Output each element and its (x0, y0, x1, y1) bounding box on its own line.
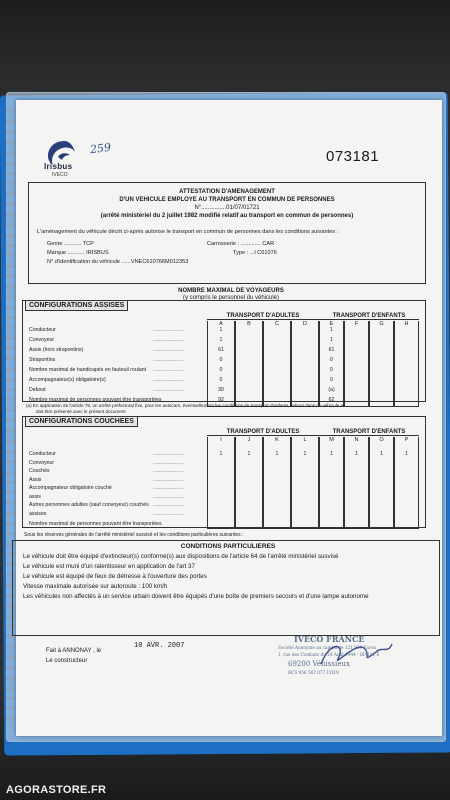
cell-e: 1 (330, 337, 333, 343)
conditions-panel (12, 540, 440, 636)
cell-a: 1 (219, 337, 223, 343)
cell-a: 0 (219, 367, 223, 373)
date-stamp: 10 AVR. 2007 (134, 642, 185, 650)
column-header-j: J (235, 437, 263, 529)
dot-leader: ..................... (153, 502, 184, 508)
dot-leader: ..................... (153, 377, 184, 383)
cell-e: 0 (330, 357, 333, 363)
couchees-enfants-header: TRANSPORT D'ENFANTS (319, 429, 419, 436)
assises-adultes-header: TRANSPORT D'ADULTES (207, 313, 319, 320)
binder-ring (6, 440, 14, 443)
stamp-capital: Société Anonyme au capital de 121 939 Euros (278, 645, 376, 650)
dot-leader: ..................... (153, 451, 184, 457)
binder-ring (6, 429, 14, 432)
binder-ring (6, 295, 14, 298)
handwritten-note: 259 (89, 140, 112, 157)
binder-ring (6, 707, 14, 710)
intro-text: L'aménagement du véhicule décrit ci-après autorise le transport en commun de personnes dans les conditions suivantes : (37, 229, 339, 235)
binder-ring (6, 254, 14, 257)
brand-sub: IVECO (52, 172, 68, 178)
genre-field: Genre ........... TCP (47, 241, 94, 247)
cell-a: 61 (218, 347, 224, 353)
condition-line: Les véhicules non affectés à un service urbain doivent être équipés d'une boîte de premiers secours et d'une lampe autonome (23, 593, 369, 600)
column-header-o: O (369, 437, 394, 529)
signature-scribble-icon (316, 634, 396, 674)
binder-ring (6, 532, 14, 535)
watermark: AGORASTORE.FR (6, 784, 107, 796)
fait-a-label: Fait à ANNONAY , le (46, 648, 102, 654)
total-e: 62 (328, 397, 335, 403)
row-label: Strapontins (29, 357, 56, 363)
binder-ring (6, 677, 14, 680)
binder-ring (6, 522, 14, 525)
total-label: Nombre maximal de personnes pouvant être transportées (29, 521, 162, 527)
doc-subtitle: D'UN VEHICULE EMPLOYE AU TRANSPORT EN COMMUN DE PERSONNES (119, 197, 335, 203)
assises-note-1: (a) En application de l'article 75, un arrêté préfectoral fixe, pour les autocars, éventuellement les conditions de transport d'enfants debout dans ce véhicule et (26, 403, 345, 408)
column-header-l: L (291, 437, 319, 529)
stamp-address: 1, rue des Combats du 24 Août 1944 - BP 111 E (278, 652, 380, 657)
dot-leader: ..................... (153, 510, 184, 517)
cell-conducteur: 1 (355, 451, 358, 457)
binder-ring (6, 378, 14, 381)
condition-line: Vitesse maximale autorisée sur autoroute : 100 km/h (23, 583, 168, 590)
couchees-panel (22, 416, 426, 528)
column-header-b: B (235, 321, 263, 407)
binder-ring (6, 409, 14, 412)
cell-conducteur: 1 (330, 451, 333, 457)
binder-ring (6, 450, 14, 453)
nombre-max-title: NOMBRE MAXIMAL DE VOYAGEURS (178, 288, 284, 294)
column-header-k: K (263, 437, 291, 529)
serial-number: 073181 (326, 148, 380, 165)
binder-ring (6, 718, 14, 721)
column-header-g: G (369, 321, 394, 407)
row-label: Accompagnateur(s) obligatoire(s) (29, 377, 106, 383)
reserve-text: Sous les réserves générales de l'arrêté ministériel susvisé et les conditions particulières suivantes : (24, 532, 244, 538)
carrosserie-field: Carrosserie : ............. CAR (207, 241, 275, 247)
column-header-e: E (319, 321, 344, 407)
binder-ring (6, 306, 14, 309)
cell-a: 0 (219, 377, 223, 383)
column-header-n: N (344, 437, 369, 529)
row-label: Conducteur (29, 451, 56, 457)
doc-title: ATTESTATION D'AMENAGEMENT (179, 189, 275, 195)
cell-conducteur: 1 (247, 451, 251, 457)
column-header-d: D (291, 321, 319, 407)
binder-ring (6, 512, 14, 515)
binder-ring (6, 316, 14, 319)
assises-panel (22, 300, 426, 402)
dot-leader: ..................... (153, 468, 184, 474)
stamp-rcs: RCS 956 562 077 LYON (288, 670, 339, 675)
column-header-i: I (207, 437, 235, 529)
binder-ring (6, 141, 14, 144)
couchees-adultes-header: TRANSPORT D'ADULTES (207, 429, 319, 436)
binder-ring (6, 203, 14, 206)
dot-leader: ..................... (153, 485, 184, 491)
cell-a: 0 (219, 357, 223, 363)
binder-ring (6, 491, 14, 494)
binder-ring (6, 120, 14, 123)
binder-ring (6, 110, 14, 113)
brand-name: Irisbus (44, 162, 73, 171)
stamp-city: 69200 Vénissieux (288, 660, 350, 668)
constructeur-label: Le constructeur (46, 658, 88, 664)
binder-ring (6, 357, 14, 360)
condition-line: Le véhicule est équipé de feux de détresse à l'ouverture des portes (23, 573, 207, 580)
doc-number: N°...............01/07/01721 (194, 205, 260, 211)
column-header-m: M (319, 437, 344, 529)
binder-ring (6, 326, 14, 329)
dot-leader: ..................... (153, 347, 184, 353)
vin-field: N° d'identification du véhicule ......VNEC610766M012353 (47, 259, 189, 265)
binder-ring (6, 244, 14, 247)
cell-conducteur: 1 (303, 451, 307, 457)
column-header-c: C (263, 321, 291, 407)
row-label: Assis (29, 476, 42, 483)
marque-field: Marque ........... IRISBUS (47, 250, 109, 256)
row-label: Autres personnes adultes (sauf convoyeur) couchés (29, 502, 149, 508)
total-label: Nombre maximal de personnes pouvant être transportées (29, 397, 162, 403)
binder-ring (6, 666, 14, 669)
binder-ring (6, 151, 14, 154)
binder-ring (6, 182, 14, 185)
dot-leader: ..................... (153, 327, 184, 333)
binder-ring (6, 275, 14, 278)
row-label: Convoyeur (29, 337, 55, 343)
binder-ring (6, 172, 14, 175)
couchees-title: CONFIGURATIONS COUCHEES (25, 416, 138, 427)
cell-e: 61 (328, 347, 335, 353)
binder-ring (6, 501, 14, 504)
row-label: Nombre maximal de handicapés en fauteuil roulant (29, 367, 147, 373)
binder-ring (6, 347, 14, 350)
binder-ring (6, 388, 14, 391)
column-header-p: P (394, 437, 419, 529)
assises-title: CONFIGURATIONS ASSISES (25, 300, 128, 311)
doc-arrete: (arrêté ministériel du 2 juillet 1982 modifié relatif au transport en commun de personnes) (100, 213, 354, 219)
cell-a: 30 (218, 387, 224, 393)
binder-ring (6, 223, 14, 226)
column-header-a: A (207, 321, 235, 407)
condition-line: Le véhicule doit être équipé d'extincteur(s) conforme(s) aux dispositions de l'article 64 de l'arrêté ministériel susvisé (23, 553, 339, 560)
row-label: Assis (hors strapontins) (29, 347, 84, 353)
row-label: Convoyeur (29, 459, 55, 466)
binder-ring (6, 398, 14, 401)
binder-ring (6, 460, 14, 463)
cell-conducteur: 1 (275, 451, 279, 457)
binder-ring (6, 656, 14, 659)
dot-leader: ..................... (153, 367, 184, 373)
row-label: assises (29, 510, 47, 517)
total-a: 92 (218, 397, 224, 403)
condition-line: Le véhicule est muni d'un ralentisseur en application de l'art 37 (23, 563, 195, 570)
binder-ring (6, 213, 14, 216)
nombre-max-sub: (y compris le personnel du véhicule) (182, 295, 280, 301)
binder-ring (6, 646, 14, 649)
cell-e: 1 (330, 327, 333, 333)
binder-ring (6, 162, 14, 165)
cell-a: 1 (219, 327, 223, 333)
binder-ring (6, 131, 14, 134)
binder-ring (6, 697, 14, 700)
row-label: Debout (29, 387, 46, 393)
cell-conducteur: 1 (405, 451, 408, 457)
binder-ring (6, 419, 14, 422)
binder-ring (6, 285, 14, 288)
dot-leader: ..................... (153, 337, 184, 343)
column-header-f: F (344, 321, 369, 407)
cell-e: 0 (330, 367, 333, 373)
column-header-h: H (394, 321, 419, 407)
header-box (28, 182, 426, 284)
dot-leader: ..................... (153, 357, 184, 363)
binder-ring (6, 471, 14, 474)
dot-leader: ..................... (153, 459, 184, 466)
assises-note-2: doit être présenté avec le présent document (36, 409, 126, 414)
binder-ring (6, 481, 14, 484)
cell-conducteur: 1 (219, 451, 223, 457)
row-label: assis (29, 493, 41, 500)
cell-conducteur: 1 (380, 451, 383, 457)
cell-e: 0 (330, 377, 333, 383)
type-field: Type : ...l C61076 (233, 250, 277, 256)
cell-e: (a) (328, 387, 335, 393)
assises-enfants-header: TRANSPORT D'ENFANTS (319, 313, 419, 320)
binder-ring (6, 265, 14, 268)
conditions-title: CONDITIONS PARTICULIERES (180, 543, 276, 550)
stamp-company: IVECO FRANCE (294, 634, 365, 644)
binder-ring (6, 192, 14, 195)
binder-ring (6, 337, 14, 340)
dot-leader: ..................... (153, 476, 184, 483)
row-label: Conducteur (29, 327, 56, 333)
binder-ring (6, 234, 14, 237)
binder-ring (6, 687, 14, 690)
dot-leader: ..................... (153, 493, 184, 500)
binder-ring (6, 368, 14, 371)
dot-leader: ..................... (153, 387, 184, 393)
row-label: Couchés (29, 468, 50, 474)
document-page (16, 100, 442, 736)
row-label: Accompagnateur obligatoire couché (29, 485, 112, 491)
